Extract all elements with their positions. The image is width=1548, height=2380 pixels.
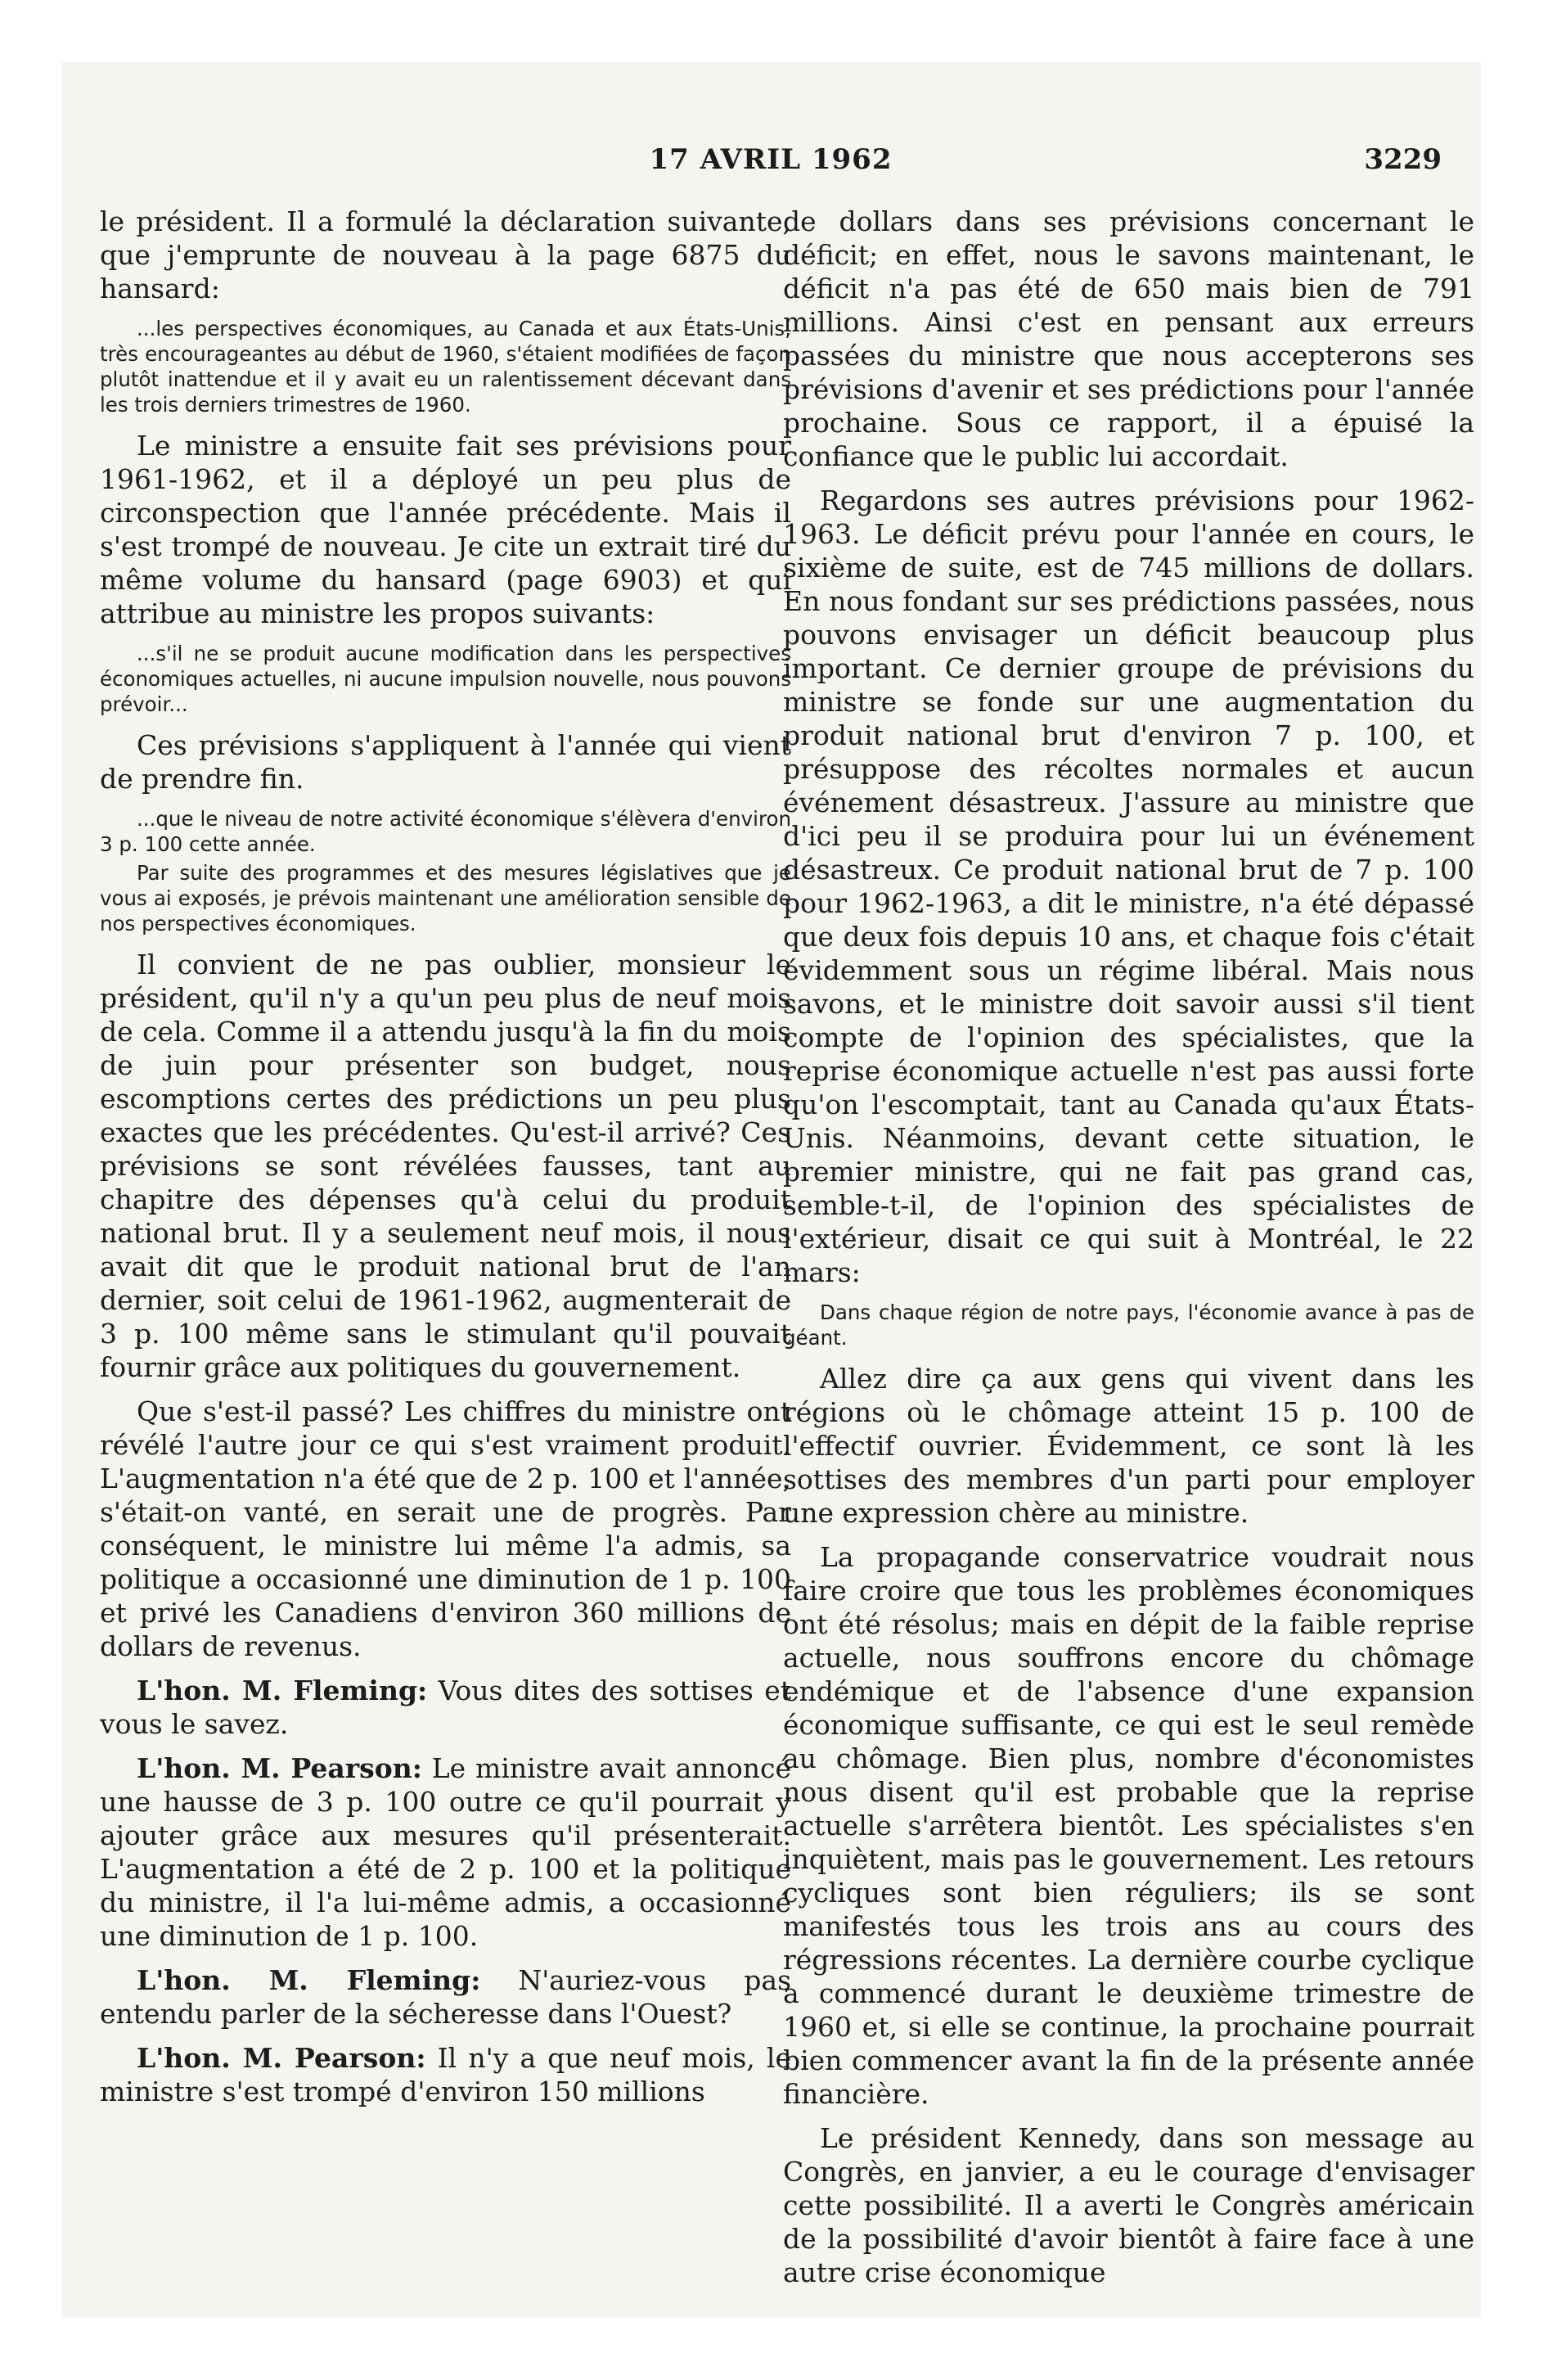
paragraph: de dollars dans ses prévisions concernant le déficit; en effet, nous le savons maintenant, le déficit n'a pas été de 650 mais bien de 791 millions. Ainsi c'est en pensant aux erreurs passées du ministre que nous accepterons ses prévisions d'avenir et ses prédictions pour l'année prochaine. Sous ce rapport, il a épuisé la confiance que le public lui accordait. [783,205,1474,472]
paragraph: Il convient de ne pas oublier, monsieur le président, qu'il n'y a qu'un peu plus de neuf mois de cela. Comme il a attendu jusqu'à la fin du mois de juin pour présenter son budget, nous escomptions certes des prédictions un peu plus exactes que les précédentes. Qu'est-il arrivé? Ces prévisions se sont révélées fausses, tant au chapitre des dépenses qu'à celui du produit national brut. Il y a seulement neuf mois, il nous avait dit que le produit national brut de l'an dernier, soit celui de 1961-1962, augmenterait de 3 p. 100 même sans le stimulant qu'il pouvait fournir grâce aux politiques du gouvernement. [100,949,791,1383]
left-column [100,205,791,2119]
quotation: ...que le niveau de notre activité économique s'élèvera d'environ 3 p. 100 cette année. [100,807,791,856]
quotation: ...s'il ne se produit aucune modification dans les perspectives économiques actuelles, ni aucune impulsion nouvelle, nous pouvons prévoir... [100,642,791,716]
quotation: ...les perspectives économiques, au Canada et aux États-Unis, très encourageantes au début de 1960, s'étaient modifiées de façon plutôt inattendue et il y avait eu un ralentissement décevant dans les trois derniers trimestres de 1960. [100,317,791,417]
page-number: 3229 [1364,143,1442,176]
speaker-name: L'hon. M. Pearson: [137,2042,426,2074]
right-column [783,205,1474,2300]
paragraph: Le ministre a ensuite fait ses prévisions pour 1961-1962, et il a déployé un peu plus de circonspection que l'année précédente. Mais il s'est trompé de nouveau. Je cite un extrait tiré du même volume du hansard (page 6903) et qui attribue au ministre les propos suivants: [100,430,791,629]
header-date: 17 AVRIL 1962 [649,143,893,176]
page-header [100,143,1442,184]
speech-pearson-2 [100,2041,791,2108]
paragraph: Que s'est-il passé? Les chiffres du ministre ont révélé l'autre jour ce qui s'est vraiment produit. L'augmentation n'a été que de 2 p. 100 et l'année, s'était-on vanté, en serait une de progrès. Par conséquent, le ministre lui même l'a admis, sa politique a occasionné une diminution de 1 p. 100 et privé les Canadiens d'environ 360 millions de dollars de revenus. [100,1395,791,1662]
speech-pearson-1 [100,1751,791,1953]
speech-fleming-1 [100,1674,791,1741]
paragraph: La propagande conservatrice voudrait nous faire croire que tous les problèmes économiques ont été résolus; mais en dépit de la faible reprise actuelle, nous souffrons encore du chômage endémique et de l'absence d'une expansion économique suffisante, ce qui est le seul remède au chômage. Bien plus, nombre d'économistes nous disent qu'il est probable que la reprise actuelle s'arrêtera bientôt. Les spécialistes s'en inquiètent, mais pas le gouvernement. Les retours cycliques sont bien réguliers; ils se sont manifestés tous les trois ans au cours des régressions récentes. La dernière courbe cyclique a commencé durant le deuxième trimestre de 1960 et, si elle se continue, la prochaine pourrait bien commencer avant la fin de la présente année financière. [783,1541,1474,2110]
paragraph: le président. Il a formulé la déclaration suivante, que j'emprunte de nouveau à la page 6875 du hansard: [100,205,791,304]
speaker-name: L'hon. M. Fleming: [137,1675,428,1706]
speech-text: Il n'y a que neuf mois, le ministre s'est trompé d'environ 150 millions [100,2042,791,2107]
speech-text: Le ministre avait annoncé une hausse de 3 p. 100 outre ce qu'il pourrait y ajouter grâce aux mesures qu'il présenterait. L'augmentation a été de 2 p. 100 et la politique du ministre, il l'a lui-même admis, a occasionné une diminution de 1 p. 100. [100,1752,791,1952]
speech-text: Vous dites des sottises et vous le savez. [100,1675,791,1740]
paragraph: Allez dire ça aux gens qui vivent dans les régions où le chômage atteint 15 p. 100 de l'effectif ouvrier. Évidemment, ce sont là les sottises des membres d'un parti pour employer une expression chère au ministre. [783,1363,1474,1529]
paragraph: Le président Kennedy, dans son message au Congrès, en janvier, a eu le courage d'envisager cette possibilité. Il a averti le Congrès américain de la possibilité d'avoir bientôt à faire face à une autre crise économique [783,2122,1474,2288]
paragraph: Ces prévisions s'appliquent à l'année qui vient de prendre fin. [100,729,791,795]
quotation: Par suite des programmes et des mesures législatives que je vous ai exposés, je prévois maintenant une amélioration sensible de nos perspectives économiques. [100,861,791,935]
paragraph: Regardons ses autres prévisions pour 1962-1963. Le déficit prévu pour l'année en cours, le sixième de suite, est de 745 millions de dollars. En nous fondant sur ses prédictions passées, nous pouvons envisager un déficit beaucoup plus important. Ce dernier groupe de prévisions du ministre se fonde sur une augmentation du produit national brut d'environ 7 p. 100, et présuppose des récoltes normales et aucun événement désastreux. J'assure au ministre que d'ici peu il se produira pour lui un événement désastreux. Ce produit national brut de 7 p. 100 pour 1962-1963, a dit le ministre, n'a été dépassé que deux fois depuis 10 ans, et chaque fois c'était évidemment sous un régime libéral. Mais nous savons, et le ministre doit savoir aussi s'il tient compte de l'opinion des spécialistes, que la reprise économique actuelle n'est pas aussi forte qu'on l'escomptait, tant au Canada qu'aux États-Unis. Néanmoins, devant cette situation, le premier ministre, qui ne fait pas grand cas, semble-t-il, de l'opinion des spécialistes de l'extérieur, disait ce qui suit à Montréal, le 22 mars: [783,485,1474,1288]
speaker-name: L'hon. M. Pearson: [137,1752,422,1784]
speech-text: N'auriez-vous pas entendu parler de la sécheresse dans l'Ouest? [100,1964,792,2030]
speech-fleming-2 [100,1963,791,2031]
quotation: Dans chaque région de notre pays, l'économie avance à pas de géant. [783,1300,1474,1350]
speaker-name: L'hon. M. Fleming: [137,1964,481,1996]
